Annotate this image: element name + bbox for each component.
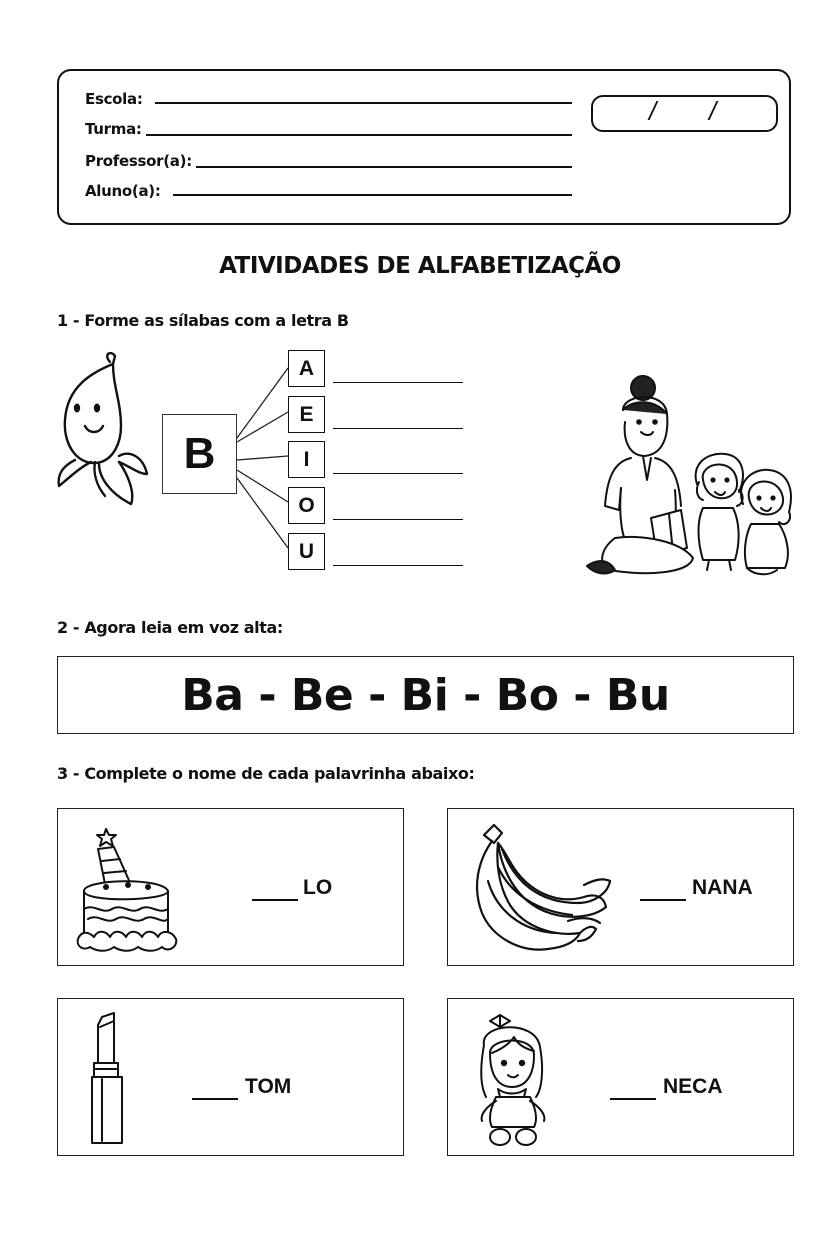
vowel-box-o: O — [288, 487, 325, 524]
school-label: Escola: — [85, 90, 143, 108]
date-separator-2: / — [709, 96, 717, 126]
class-label: Turma: — [85, 120, 142, 138]
answer-line-e[interactable] — [333, 428, 463, 429]
answer-line-u[interactable] — [333, 565, 463, 566]
word-card-bananas — [447, 808, 794, 966]
doll-icon — [470, 1009, 558, 1149]
school-field[interactable] — [155, 102, 572, 104]
blank-cake[interactable] — [252, 899, 298, 901]
word-card-cake — [57, 808, 404, 966]
bananas-icon — [468, 821, 613, 955]
student-info-box — [57, 69, 791, 225]
answer-line-a[interactable] — [333, 382, 463, 383]
student-label: Aluno(a): — [85, 182, 161, 200]
word-card-doll — [447, 998, 794, 1156]
cake-icon — [76, 821, 188, 951]
date-field[interactable] — [591, 95, 778, 132]
answer-line-i[interactable] — [333, 473, 463, 474]
word-suffix-doll: NECA — [663, 1075, 723, 1098]
vowel-box-a: A — [288, 350, 325, 387]
exercise-1-prompt: 1 - Forme as sílabas com a letra B — [57, 311, 349, 330]
teacher-field[interactable] — [196, 166, 572, 168]
word-card-lipstick — [57, 998, 404, 1156]
word-suffix-cake: LO — [303, 876, 333, 899]
exercise-3-prompt: 3 - Complete o nome de cada palavrinha abaixo: — [57, 764, 475, 783]
syllable-connector-lines — [236, 360, 296, 580]
vowel-box-u: U — [288, 533, 325, 570]
teacher-label: Professor(a): — [85, 152, 192, 170]
date-separator-1: / — [649, 96, 657, 126]
student-field[interactable] — [173, 194, 572, 196]
syllables-read-aloud: Ba - Be - Bi - Bo - Bu — [57, 656, 794, 734]
word-suffix-lipstick: TOM — [245, 1075, 292, 1098]
exercise-2-prompt: 2 - Agora leia em voz alta: — [57, 618, 283, 637]
vowel-box-e: E — [288, 396, 325, 433]
blank-doll[interactable] — [610, 1098, 656, 1100]
answer-line-o[interactable] — [333, 519, 463, 520]
letter-b-box: B — [162, 414, 237, 494]
teacher-reading-to-children-icon — [585, 370, 797, 580]
word-suffix-bananas: NANA — [692, 876, 753, 899]
blank-bananas[interactable] — [640, 899, 686, 901]
banana-character-icon — [55, 350, 150, 510]
blank-lipstick[interactable] — [192, 1098, 238, 1100]
page-title: ATIVIDADES DE ALFABETIZAÇÃO — [219, 253, 621, 279]
vowel-box-i: I — [288, 441, 325, 478]
class-field[interactable] — [146, 134, 572, 136]
lipstick-icon — [88, 1013, 128, 1147]
